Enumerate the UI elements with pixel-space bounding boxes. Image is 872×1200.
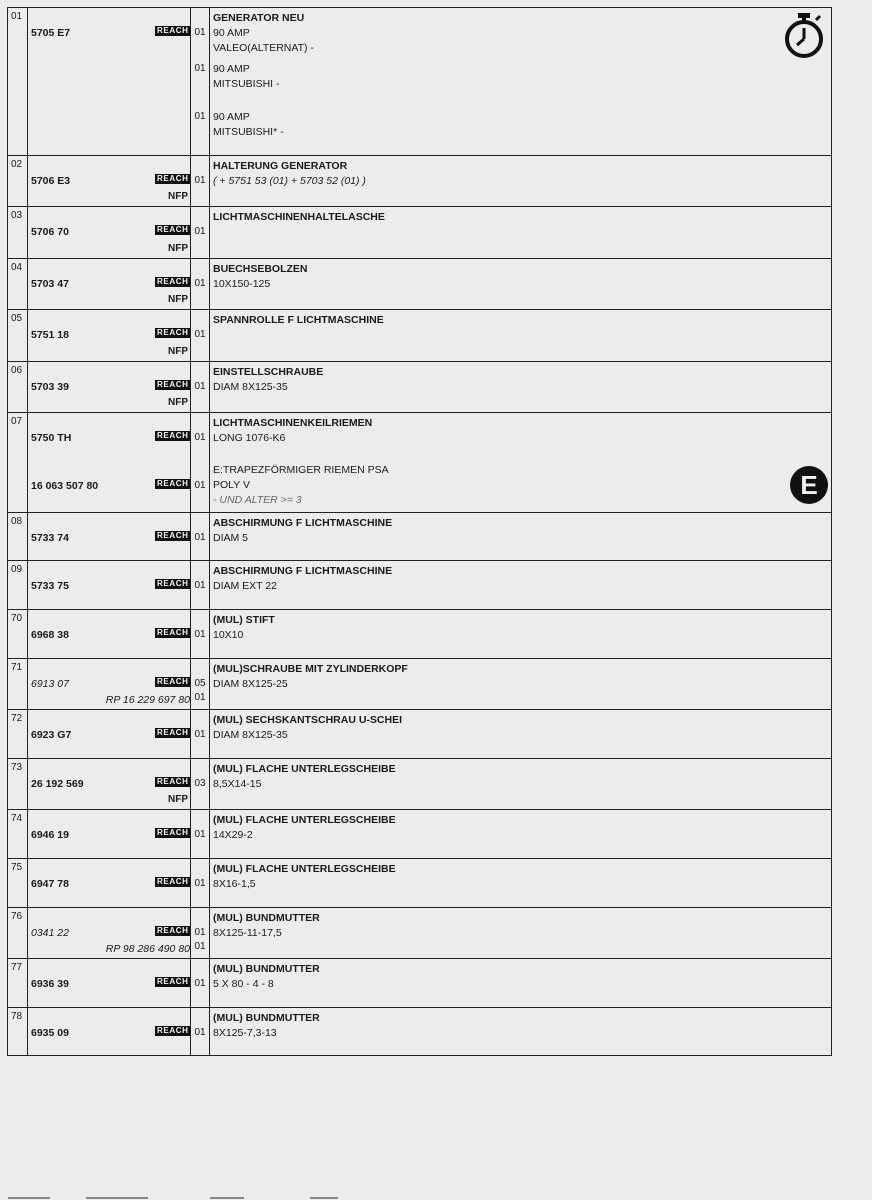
table-row: [8, 513, 831, 561]
description-title: BUECHSEBOLZEN: [213, 263, 308, 275]
description-line: 90 AMP: [213, 27, 250, 39]
description-line: DIAM 5: [213, 532, 249, 544]
description-title: (MUL) BUNDMUTTER: [213, 963, 320, 975]
nfp-label: NFP: [168, 794, 188, 805]
reach-badge: REACH: [157, 977, 189, 986]
description-line: 5 X 80 - 4 - 8: [213, 978, 274, 990]
nfp-label: NFP: [168, 397, 188, 408]
table-row: [8, 413, 831, 513]
quantity: 01: [194, 226, 206, 237]
description-line: POLY V: [213, 479, 250, 491]
reach-badge: REACH: [157, 174, 189, 183]
description-line: MITSUBISHI -: [213, 78, 280, 90]
description-line: 90 AMP: [213, 63, 250, 75]
quantity: 01: [194, 278, 206, 289]
row-number: 78: [11, 1011, 23, 1022]
row-number: 70: [11, 613, 23, 624]
description-title: HALTERUNG GENERATOR: [213, 160, 348, 172]
description-line: 8X16-1,5: [213, 878, 256, 890]
row-number: 02: [11, 159, 23, 170]
nfp-label: NFP: [168, 294, 188, 305]
description-title: LICHTMASCHINENKEILRIEMEN: [213, 417, 373, 429]
part-number: 16 063 507 80: [31, 480, 99, 492]
reach-badge: REACH: [157, 1026, 189, 1035]
quantity: 01: [194, 978, 206, 989]
table-row: [8, 959, 831, 1008]
quantity: 01: [194, 111, 206, 122]
description-line: E:TRAPEZFÖRMIGER RIEMEN PSA: [213, 464, 389, 476]
description-title: (MUL) BUNDMUTTER: [213, 912, 320, 924]
reach-badge: REACH: [157, 728, 189, 737]
quantity: 01: [194, 878, 206, 889]
row-number: 07: [11, 416, 23, 427]
part-number: 5703 47: [31, 278, 69, 290]
table-row: [8, 207, 831, 259]
reach-badge: REACH: [157, 926, 189, 935]
quantity: 01: [194, 480, 206, 491]
row-number: 73: [11, 762, 23, 773]
reach-badge: REACH: [157, 531, 189, 540]
table-row: [8, 259, 831, 310]
part-number: 5706 E3: [31, 175, 71, 187]
table-row: [8, 362, 831, 413]
footer-mark: [8, 1197, 50, 1199]
reach-badge: REACH: [157, 479, 189, 488]
quantity: 01: [194, 629, 206, 640]
quantity: 05: [194, 678, 206, 689]
reach-badge: REACH: [157, 777, 189, 786]
description-line: 14X29-2: [213, 829, 253, 841]
description-title: SPANNROLLE F LICHTMASCHINE: [213, 314, 384, 326]
table-row: [8, 561, 831, 610]
part-number: 6947 78: [31, 878, 69, 890]
stopwatch-icon: [782, 12, 826, 60]
part-number: 6936 39: [31, 978, 69, 990]
row-number: 09: [11, 564, 23, 575]
description-line: ( + 5751 53 (01) + 5703 52 (01) ): [213, 175, 366, 187]
description-line: 8,5X14-15: [213, 778, 262, 790]
description-line: VALEO(ALTERNAT) -: [213, 42, 314, 54]
row-number: 06: [11, 365, 23, 376]
row-number: 75: [11, 862, 23, 873]
reach-badge: REACH: [157, 431, 189, 440]
row-number: 76: [11, 911, 23, 922]
reach-badge: REACH: [157, 579, 189, 588]
description-title: ABSCHIRMUNG F LICHTMASCHINE: [213, 517, 393, 529]
replacement-part-number: RP 16 229 697 80: [105, 694, 190, 706]
row-number: 01: [11, 11, 23, 22]
reach-badge: REACH: [157, 380, 189, 389]
quantity: 01: [194, 927, 206, 938]
nfp-label: NFP: [168, 346, 188, 357]
part-number: 6935 09: [31, 1027, 69, 1039]
quantity: 01: [194, 381, 206, 392]
part-number: 6923 G7: [31, 729, 72, 741]
footer-mark: [86, 1197, 148, 1199]
quantity: 01: [194, 829, 206, 840]
part-number: 5703 39: [31, 381, 69, 393]
quantity: 01: [194, 63, 206, 74]
part-number: 6968 38: [31, 629, 69, 641]
nfp-label: NFP: [168, 243, 188, 254]
description-title: EINSTELLSCHRAUBE: [213, 366, 324, 378]
quantity: 01: [194, 329, 206, 340]
table-row: [8, 1008, 831, 1056]
description-title: (MUL) FLACHE UNTERLEGSCHEIBE: [213, 763, 396, 775]
description-title: (MUL) STIFT: [213, 614, 275, 626]
table-row: [8, 610, 831, 659]
description-title: (MUL) FLACHE UNTERLEGSCHEIBE: [213, 863, 396, 875]
quantity: 01: [194, 1027, 206, 1038]
row-number: 05: [11, 313, 23, 324]
quantity: 01: [194, 941, 206, 952]
part-number: 5706 70: [31, 226, 69, 238]
description-line: LONG 1076-K6: [213, 432, 286, 444]
row-number: 71: [11, 662, 23, 673]
part-number: 6913 07: [31, 678, 69, 690]
description-line: - UND ALTER >= 3: [213, 494, 302, 506]
quantity: 01: [194, 532, 206, 543]
row-number: 77: [11, 962, 23, 973]
part-number: 5733 75: [31, 580, 69, 592]
table-row: [8, 908, 831, 959]
description-line: 10X10: [213, 629, 244, 641]
description-title: ABSCHIRMUNG F LICHTMASCHINE: [213, 565, 393, 577]
description-title: (MUL) FLACHE UNTERLEGSCHEIBE: [213, 814, 396, 826]
quantity: 01: [194, 692, 206, 703]
footer-mark: [310, 1197, 338, 1199]
description-title: LICHTMASCHINENHALTELASCHE: [213, 211, 385, 223]
part-number: 5733 74: [31, 532, 69, 544]
description-title: (MUL)SCHRAUBE MIT ZYLINDERKOPF: [213, 663, 408, 675]
quantity: 01: [194, 175, 206, 186]
part-number: 5705 E7: [31, 27, 71, 39]
quantity: 01: [194, 432, 206, 443]
table-row: [8, 759, 831, 810]
row-number: 72: [11, 713, 23, 724]
table-row: [8, 710, 831, 759]
description-line: 90 AMP: [213, 111, 250, 123]
e-badge-icon: E: [790, 466, 828, 504]
part-number: 0341 22: [31, 927, 69, 939]
table-row: [8, 659, 831, 710]
description-title: GENERATOR NEU: [213, 12, 305, 24]
table-row: [8, 8, 831, 156]
part-number: 26 192 569: [31, 778, 84, 790]
part-number: 5751 18: [31, 329, 69, 341]
replacement-part-number: RP 98 286 490 80: [105, 943, 190, 955]
row-number: 03: [11, 210, 23, 221]
quantity: 01: [194, 729, 206, 740]
description-line: 8X125-7,3-13: [213, 1027, 277, 1039]
description-line: DIAM 8X125-25: [213, 678, 288, 690]
quantity: 01: [194, 580, 206, 591]
description-title: (MUL) BUNDMUTTER: [213, 1012, 320, 1024]
footer-mark: [210, 1197, 244, 1199]
reach-badge: REACH: [157, 277, 189, 286]
nfp-label: NFP: [168, 191, 188, 202]
quantity: 03: [194, 778, 206, 789]
description-line: DIAM 8X125-35: [213, 729, 288, 741]
description-line: DIAM 8X125-35: [213, 381, 288, 393]
row-number: 04: [11, 262, 23, 273]
table-row: [8, 310, 831, 362]
reach-badge: REACH: [157, 628, 189, 637]
reach-badge: REACH: [157, 677, 189, 686]
description-line: 8X125-11-17,5: [213, 927, 282, 939]
reach-badge: REACH: [157, 877, 189, 886]
reach-badge: REACH: [157, 828, 189, 837]
description-line: DIAM EXT 22: [213, 580, 277, 592]
table-row: [8, 156, 831, 207]
reach-badge: REACH: [157, 26, 189, 35]
description-title: (MUL) SECHSKANTSCHRAU U-SCHEI: [213, 714, 402, 726]
parts-table: [7, 7, 832, 1056]
table-row: [8, 810, 831, 859]
part-number: 5750 TH: [31, 432, 72, 444]
part-number: 6946 19: [31, 829, 69, 841]
quantity: 01: [194, 27, 206, 38]
table-row: [8, 859, 831, 908]
description-line: 10X150-125: [213, 278, 271, 290]
description-line: MITSUBISHI* -: [213, 126, 284, 138]
row-number: 74: [11, 813, 23, 824]
row-number: 08: [11, 516, 23, 527]
reach-badge: REACH: [157, 328, 189, 337]
reach-badge: REACH: [157, 225, 189, 234]
